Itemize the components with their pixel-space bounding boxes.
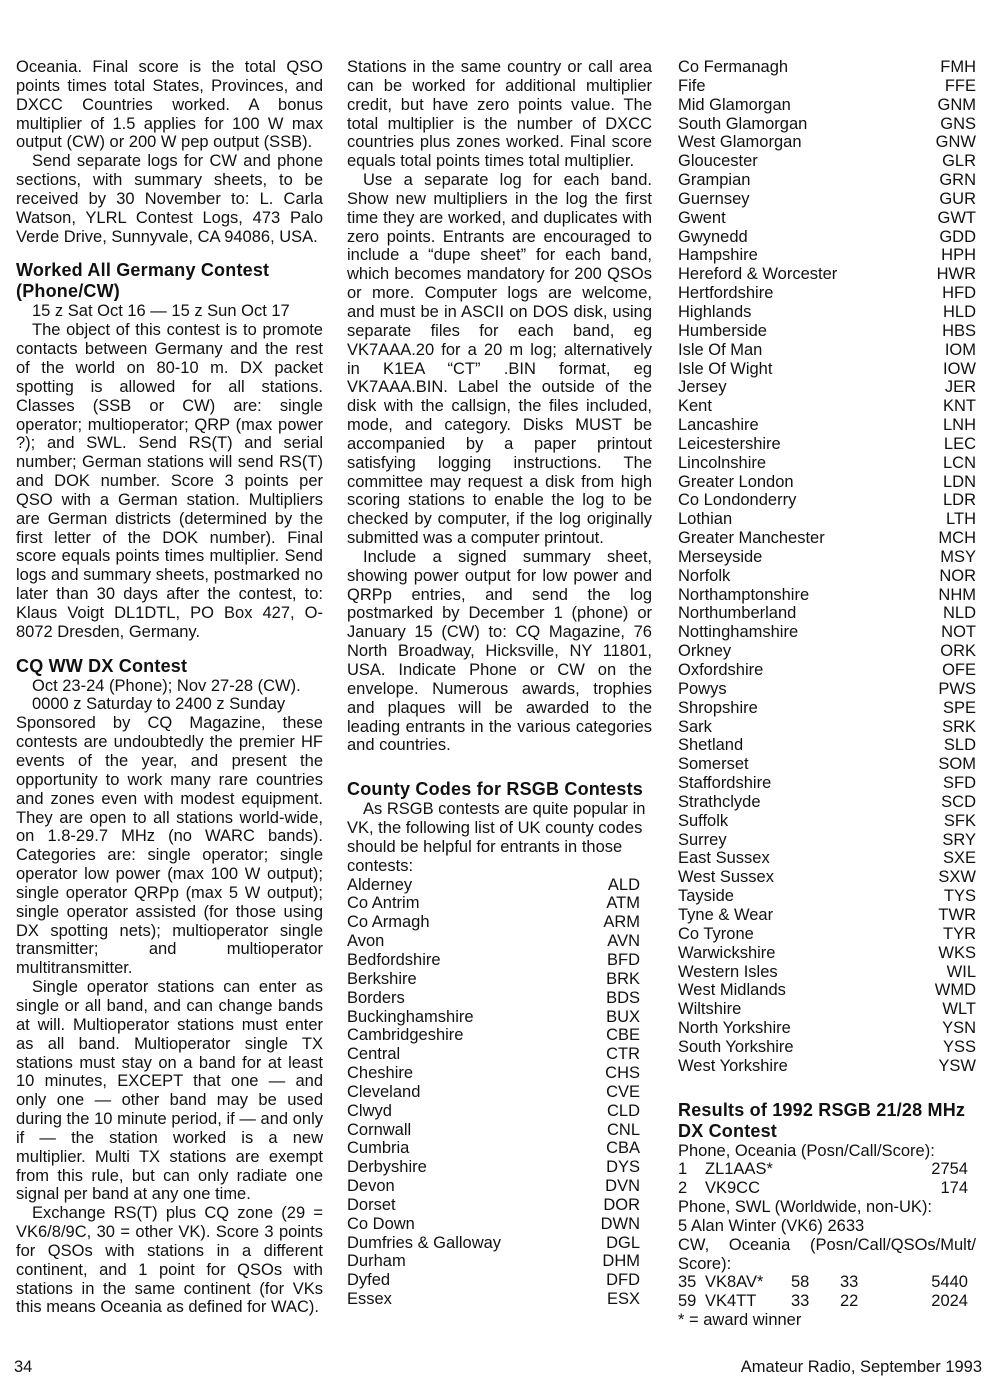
county-name: Western Isles xyxy=(678,962,778,981)
county-code: DWN xyxy=(600,1214,640,1233)
county-row xyxy=(678,755,976,774)
county-row xyxy=(347,1215,652,1234)
county-code: NOT xyxy=(941,623,976,642)
county-code: GDD xyxy=(939,227,976,246)
county-row xyxy=(347,913,652,932)
county-row xyxy=(678,510,976,529)
county-name: Avon xyxy=(347,932,385,951)
county-row xyxy=(678,604,976,623)
county-name: Staffordshire xyxy=(678,774,772,793)
county-row xyxy=(678,473,976,492)
county-name: Nottinghamshire xyxy=(678,623,799,642)
county-row xyxy=(678,548,976,567)
results-row xyxy=(678,1292,976,1311)
county-code: ATM xyxy=(606,894,640,913)
county-row xyxy=(678,246,976,265)
county-code: NOR xyxy=(939,566,976,585)
county-code: CVE xyxy=(606,1082,640,1101)
county-name: Jersey xyxy=(678,378,727,397)
county-code: CNL xyxy=(606,1120,640,1139)
results-swl-heading: Phone, SWL (Worldwide, non-UK): xyxy=(678,1198,933,1217)
county-row xyxy=(678,58,976,77)
county-code: CBA xyxy=(606,1139,640,1158)
county-code: GRN xyxy=(939,171,976,190)
county-code: GLR xyxy=(942,152,976,171)
county-row xyxy=(678,906,976,925)
county-row xyxy=(678,171,976,190)
paragraph: Exchange RS(T) plus CQ zone (29 = VK6/8/9C, 30 = other VK). Score 3 points for QSOs with stations in a different continent, and 1 point for QSOs with stations in the same continent (for VKs this means Oceania as defined for WAC). xyxy=(16,1204,323,1317)
county-code: YSS xyxy=(942,1037,976,1056)
column-left xyxy=(16,58,323,1317)
county-code: BRK xyxy=(606,969,640,988)
county-name: Tayside xyxy=(678,887,734,906)
county-row xyxy=(678,774,976,793)
county-row xyxy=(347,894,652,913)
county-name: Buckinghamshire xyxy=(347,1007,474,1026)
county-name: Isle Of Wight xyxy=(678,359,773,378)
county-name: Essex xyxy=(347,1290,392,1309)
publication-footer: Amateur Radio, September 1993 xyxy=(740,1358,982,1376)
county-row xyxy=(347,1290,652,1309)
county-name: Highlands xyxy=(678,302,752,321)
result-position: 1 xyxy=(678,1160,688,1179)
county-row xyxy=(678,812,976,831)
county-row xyxy=(678,586,976,605)
county-code: MSY xyxy=(940,547,976,566)
results-cw-table xyxy=(678,1273,976,1311)
county-code: DYS xyxy=(606,1158,640,1177)
result-callsign: ZL1AAS* xyxy=(705,1160,773,1179)
county-row xyxy=(678,793,976,812)
county-row xyxy=(347,876,652,895)
county-row xyxy=(347,1252,652,1271)
county-row xyxy=(678,209,976,228)
county-code: WKS xyxy=(938,943,976,962)
county-name: Oxfordshire xyxy=(678,661,764,679)
county-code: LDN xyxy=(942,472,976,491)
county-code: IOM xyxy=(944,340,976,359)
county-row xyxy=(347,1064,652,1083)
county-code: OFE xyxy=(942,661,976,679)
county-code: SPE xyxy=(942,698,976,717)
county-name: Guernsey xyxy=(678,189,750,208)
result-score: 2754 xyxy=(931,1160,968,1179)
county-name: Cleveland xyxy=(347,1082,421,1101)
county-code-list-continued xyxy=(678,58,976,1076)
section-heading-county-codes: County Codes for RSGB Contests xyxy=(347,779,644,800)
county-row xyxy=(347,1271,652,1290)
county-code: KNT xyxy=(943,397,976,416)
county-row xyxy=(678,718,976,737)
county-name: Hertfordshire xyxy=(678,284,774,303)
county-name: Lincolnshire xyxy=(678,453,767,472)
county-name: Lancashire xyxy=(678,416,759,435)
county-name: Northumberland xyxy=(678,604,797,623)
county-code: IOW xyxy=(943,359,976,378)
county-name: Cambridgeshire xyxy=(347,1026,464,1045)
county-code: LNH xyxy=(942,416,976,435)
county-code: DFD xyxy=(606,1271,640,1290)
county-name: Sark xyxy=(678,717,712,736)
county-row xyxy=(678,849,976,868)
results-swl-entry: 5 Alan Winter (VK6) 2633 xyxy=(678,1216,865,1235)
paragraph: Stations in the same country or call area can be worked for additional multiplier credit, but have zero points value. The total multiplier is the number of DXCC countries plus zones worked. Final score equals total points times total multiplier. xyxy=(347,58,652,171)
county-name: Somerset xyxy=(678,755,749,774)
county-code: SFD xyxy=(943,774,976,793)
county-name: Durham xyxy=(347,1252,406,1271)
county-code: GNW xyxy=(935,133,976,152)
county-code: GNS xyxy=(940,114,976,133)
county-code: GWT xyxy=(937,208,976,227)
county-row xyxy=(347,1234,652,1253)
county-row xyxy=(678,736,976,755)
county-name: Powys xyxy=(678,679,727,698)
county-name: Leicestershire xyxy=(678,434,781,453)
county-name: Dyfed xyxy=(347,1271,391,1290)
county-code: HPH xyxy=(941,246,976,265)
county-name: Isle Of Man xyxy=(678,340,763,359)
county-row xyxy=(678,831,976,850)
county-code-list xyxy=(347,876,652,1309)
contest-times: 0000 z Saturday to 2400 z Sunday xyxy=(32,695,286,714)
county-row xyxy=(678,868,976,887)
county-row xyxy=(678,360,976,379)
county-code: CTR xyxy=(606,1045,640,1064)
county-row xyxy=(678,341,976,360)
county-code: AVN xyxy=(607,932,640,951)
county-code: HFD xyxy=(942,284,976,303)
county-code: GNM xyxy=(937,95,976,114)
county-name: Suffolk xyxy=(678,811,729,830)
county-name: Derbyshire xyxy=(347,1158,427,1177)
column-middle xyxy=(347,58,652,1309)
county-row xyxy=(678,887,976,906)
county-row xyxy=(678,680,976,699)
results-phone-heading: Phone, Oceania (Posn/Call/Score): xyxy=(678,1141,935,1160)
county-name: Co Antrim xyxy=(347,894,420,913)
county-code: WIL xyxy=(946,962,976,981)
county-code: HBS xyxy=(942,321,976,340)
county-name: Cheshire xyxy=(347,1064,414,1083)
county-code: PWS xyxy=(938,679,976,698)
paragraph: Single operator stations can enter as single or all band, and can change bands at will. Multioperator stations must enter as all band. Multioperator single TX stations must stay on a band for at least 10 minutes, EXCEPT that one — and only one — other band may be used during the 10 minute period, if — and only if — the station worked is a new multiplier. Multi TX stations are exempt from this rule, but can only radiate one signal per band at any one time. xyxy=(16,978,323,1204)
result-qsos: 58 xyxy=(791,1273,810,1292)
county-name: Norfolk xyxy=(678,566,731,585)
county-row xyxy=(678,1057,976,1076)
county-name: Gwent xyxy=(678,208,726,227)
result-position: 2 xyxy=(678,1179,688,1198)
county-name: Borders xyxy=(347,988,405,1007)
county-code: HWR xyxy=(936,265,976,284)
county-name: Shetland xyxy=(678,736,744,755)
county-name: Central xyxy=(347,1045,401,1064)
paragraph: Include a signed summary sheet, showing power output for low power and QRPp entries, and send the log postmarked by December 1 (phone) or January 15 (CW) to: CQ Magazine, 76 North Broadway, Hicksville, NY 11801, USA. Indicate Phone or CW on the envelope. Numerous awards, trophies and plaques will be awarded to the leading entrants in the various categories and countries. xyxy=(347,547,652,755)
county-row xyxy=(678,435,976,454)
county-code: SRK xyxy=(942,717,976,736)
county-name: Greater London xyxy=(678,472,794,491)
county-code: GUR xyxy=(939,189,976,208)
county-code: FMH xyxy=(940,58,976,76)
county-code: TYS xyxy=(943,887,976,906)
county-code: WLT xyxy=(942,1000,976,1019)
county-row xyxy=(347,989,652,1008)
county-row xyxy=(678,284,976,303)
county-name: West Sussex xyxy=(678,868,774,887)
results-row xyxy=(678,1160,976,1179)
county-code: JER xyxy=(944,378,976,397)
result-callsign: VK9CC xyxy=(705,1179,761,1198)
county-name: Dumfries & Galloway xyxy=(347,1233,502,1252)
county-name: Co Down xyxy=(347,1214,415,1233)
county-name: Strathclyde xyxy=(678,792,761,811)
county-name: Orkney xyxy=(678,642,732,661)
result-score: 2024 xyxy=(931,1292,968,1311)
result-position: 35 xyxy=(678,1273,697,1292)
section-heading-worked-all-germany: Worked All Germany Contest (Phone/CW) xyxy=(16,260,270,302)
section-heading-cq-ww-dx: CQ WW DX Contest xyxy=(16,655,188,676)
county-code: CHS xyxy=(605,1064,640,1083)
paragraph: Sponsored by CQ Magazine, these contests are undoubtedly the premier HF events of the year, and present the opportunity to work many rare countries and zones even with modest equipment. They are open to all stations world-wide, on 1.8-29.7 MHz (no WARC bands). Categories are: single operator; single operator low power (max 100 W output); single operator QRPp (max 5 W output); single operator assisted (for those using DX spotting nets); multioperator single transmitter; and multioperator multitransmitter. xyxy=(16,714,323,978)
county-code: LTH xyxy=(946,510,976,529)
county-name: Co Tyrone xyxy=(678,924,754,943)
county-code: SXW xyxy=(938,868,976,887)
county-code: LEC xyxy=(943,434,976,453)
county-row xyxy=(678,133,976,152)
county-row xyxy=(678,925,976,944)
county-row xyxy=(678,77,976,96)
county-code: SOM xyxy=(938,755,976,774)
county-row xyxy=(678,491,976,510)
county-code: DHM xyxy=(602,1252,640,1271)
county-code: BUX xyxy=(606,1007,640,1026)
county-code: SRY xyxy=(942,830,976,849)
county-code: NLD xyxy=(942,604,976,623)
result-multiplier: 22 xyxy=(840,1292,859,1311)
result-callsign: VK8AV* xyxy=(705,1273,764,1292)
result-multiplier: 33 xyxy=(840,1273,859,1292)
county-name: Tyne & Wear xyxy=(678,905,774,924)
county-row xyxy=(678,96,976,115)
county-code: FFE xyxy=(944,76,976,95)
county-row xyxy=(678,642,976,661)
results-row xyxy=(678,1179,976,1198)
county-name: East Sussex xyxy=(678,849,770,868)
ylrl-contest-text xyxy=(16,58,323,246)
county-row xyxy=(347,1083,652,1102)
county-code: SCD xyxy=(941,792,976,811)
cq-ww-dx-text-continued xyxy=(347,58,652,755)
county-code: YSN xyxy=(942,1019,976,1038)
column-right xyxy=(678,58,976,1330)
contest-dates: Oct 23-24 (Phone); Nov 27-28 (CW). xyxy=(32,676,301,695)
county-row xyxy=(678,1000,976,1019)
county-name: Co Londonderry xyxy=(678,491,797,510)
county-code: SLD xyxy=(943,736,976,755)
county-name: Co Fermanagh xyxy=(678,58,789,76)
county-code: SFK xyxy=(943,811,976,830)
county-row xyxy=(347,1158,652,1177)
county-name: Bedfordshire xyxy=(347,950,441,969)
county-name: Warwickshire xyxy=(678,943,776,962)
cq-ww-dx-text xyxy=(16,677,323,1318)
contest-times: 15 z Sat Oct 16 — 15 z Sun Oct 17 xyxy=(32,302,290,321)
county-row xyxy=(678,699,976,718)
county-name: Clwyd xyxy=(347,1101,392,1120)
county-row xyxy=(678,944,976,963)
county-name: Kent xyxy=(678,397,712,416)
county-code: TYR xyxy=(943,924,976,943)
county-code: SXE xyxy=(942,849,976,868)
county-name: West Midlands xyxy=(678,981,786,1000)
paragraph: Send separate logs for CW and phone sections, with summary sheets, to be received by 30 November to: L. Carla Watson, YLRL Contest Logs, 473 Palo Verde Drive, Sunnyvale, CA 94086, USA. xyxy=(16,152,323,246)
county-row xyxy=(347,1139,652,1158)
county-row xyxy=(678,416,976,435)
county-row xyxy=(678,152,976,171)
county-row xyxy=(678,322,976,341)
county-row xyxy=(347,970,652,989)
county-code: MCH xyxy=(938,529,976,548)
county-row xyxy=(678,303,976,322)
county-code: ARM xyxy=(603,913,640,932)
county-name: South Glamorgan xyxy=(678,114,808,133)
county-name: West Glamorgan xyxy=(678,133,802,152)
county-name: Co Armagh xyxy=(347,913,430,932)
worked-all-germany-text xyxy=(16,302,323,641)
county-name: Berkshire xyxy=(347,969,417,988)
county-row xyxy=(347,1008,652,1027)
county-name: Hampshire xyxy=(678,246,758,265)
county-row xyxy=(347,1026,652,1045)
county-code: YSW xyxy=(938,1056,976,1075)
county-code: LDR xyxy=(942,491,976,510)
county-row xyxy=(678,529,976,548)
county-name: Devon xyxy=(347,1177,395,1196)
section-heading-rsgb-results: Results of 1992 RSGB 21/28 MHz DX Contest xyxy=(678,1099,966,1141)
county-name: Alderney xyxy=(347,875,413,894)
county-code: CLD xyxy=(606,1101,640,1120)
paragraph: The object of this contest is to promote contacts between Germany and the rest of the world on 80-10 m. DX packet spotting is allowed for all stations. Classes (SSB or CW) are: single operator; multioperator; QRP (max power ?); and SWL. Send RS(T) and serial number; German stations will send RS(T) and DOK number. Score 3 points per QSO with a German station. Multipliers are German districts (determined by the first letter of the DOK number). Final score equals points times multiplier. Send logs and summary sheets, postmarked no later than 30 days after the contest, to: Klaus Voigt DL1DTL, PO Box 427, O-8072 Dresden, Germany. xyxy=(16,321,323,641)
county-name: Lothian xyxy=(678,510,733,529)
county-row xyxy=(678,265,976,284)
paragraph: As RSGB contests are quite popular in VK, the following list of UK county codes should be helpful for entrants in those contests: xyxy=(347,800,646,875)
county-name: Dorset xyxy=(347,1195,396,1214)
result-score: 5440 xyxy=(931,1273,968,1292)
county-row xyxy=(678,623,976,642)
results-phone-table xyxy=(678,1160,976,1198)
county-row xyxy=(678,567,976,586)
county-name: Fife xyxy=(678,76,706,95)
county-code: TWR xyxy=(938,905,976,924)
county-code: DGL xyxy=(606,1233,640,1252)
county-code: NHM xyxy=(938,585,976,604)
results-row xyxy=(678,1273,976,1292)
county-row xyxy=(347,1045,652,1064)
county-code: BFD xyxy=(607,950,640,969)
county-name: Cumbria xyxy=(347,1139,410,1158)
county-row xyxy=(347,1102,652,1121)
county-name: Shropshire xyxy=(678,698,758,717)
county-row xyxy=(347,1196,652,1215)
county-row xyxy=(678,981,976,1000)
county-row xyxy=(678,397,976,416)
county-name: Gloucester xyxy=(678,152,758,171)
county-row xyxy=(347,1121,652,1140)
county-row xyxy=(678,1038,976,1057)
county-row xyxy=(678,454,976,473)
county-codes-intro xyxy=(347,800,652,875)
result-score: 174 xyxy=(940,1179,968,1198)
award-note: * = award winner xyxy=(678,1311,802,1330)
county-code: LCN xyxy=(942,453,976,472)
result-position: 59 xyxy=(678,1292,697,1311)
county-row xyxy=(678,963,976,982)
county-name: Wiltshire xyxy=(678,1000,742,1019)
county-name: Greater Manchester xyxy=(678,529,825,548)
county-name: North Yorkshire xyxy=(678,1019,791,1038)
county-code: DOR xyxy=(603,1195,640,1214)
paragraph: Oceania. Final score is the total QSO points times total States, Provinces, and DXCC Countries worked. A bonus multiplier of 1.5 applies for 100 W max output (CW) or 200 W pep output (SSB). xyxy=(16,58,323,152)
county-code: ALD xyxy=(607,875,640,894)
county-code: ORK xyxy=(940,642,976,661)
county-code: CBE xyxy=(606,1026,640,1045)
county-name: Grampian xyxy=(678,171,751,190)
county-name: West Yorkshire xyxy=(678,1056,788,1075)
result-qsos: 33 xyxy=(791,1292,810,1311)
county-name: Surrey xyxy=(678,830,727,849)
county-code: HLD xyxy=(942,302,976,321)
county-code: WMD xyxy=(934,981,976,1000)
results-cw-heading: CW, Oceania (Posn/Call/QSOs/Mult/ Score): xyxy=(678,1235,976,1273)
page-number: 34 xyxy=(14,1358,33,1376)
county-name: Northamptonshire xyxy=(678,585,810,604)
county-row xyxy=(347,932,652,951)
county-name: Mid Glamorgan xyxy=(678,95,791,114)
county-name: Humberside xyxy=(678,321,767,340)
county-name: Cornwall xyxy=(347,1120,412,1139)
county-row xyxy=(678,228,976,247)
county-row xyxy=(678,661,976,680)
county-row xyxy=(678,190,976,209)
county-row xyxy=(347,951,652,970)
county-row xyxy=(678,115,976,134)
paragraph: Use a separate log for each band. Show new multipliers in the log the first time they are worked, and duplicates with zero points. Entrants are encouraged to include a “dupe sheet” for each band, which becomes mandatory for 200 QSOs or more. Computer logs are welcome, and must be in ASCII on DOS disk, using separate files for each band, eg VK7AAA.20 for a 20 m log; alternatively in K1EA “CT” .BIN format, eg VK7AAA.BIN. Label the outside of the disk with the callsign, the files included, mode, and category. Disks MUST be accompanied by a paper printout satisfying logging instructions. The committee may request a disk from high scoring stations to enable the log to be checked by computer, if the log originally submitted was a computer printout. xyxy=(347,171,652,548)
county-row xyxy=(678,1019,976,1038)
county-name: Merseyside xyxy=(678,547,763,566)
result-callsign: VK4TT xyxy=(705,1292,757,1311)
county-name: South Yorkshire xyxy=(678,1037,794,1056)
county-row xyxy=(678,378,976,397)
county-code: ESX xyxy=(606,1290,640,1309)
county-name: Gwynedd xyxy=(678,227,748,246)
county-code: BDS xyxy=(606,988,640,1007)
county-code: DVN xyxy=(605,1177,640,1196)
county-row xyxy=(347,1177,652,1196)
county-name: Hereford & Worcester xyxy=(678,265,838,284)
